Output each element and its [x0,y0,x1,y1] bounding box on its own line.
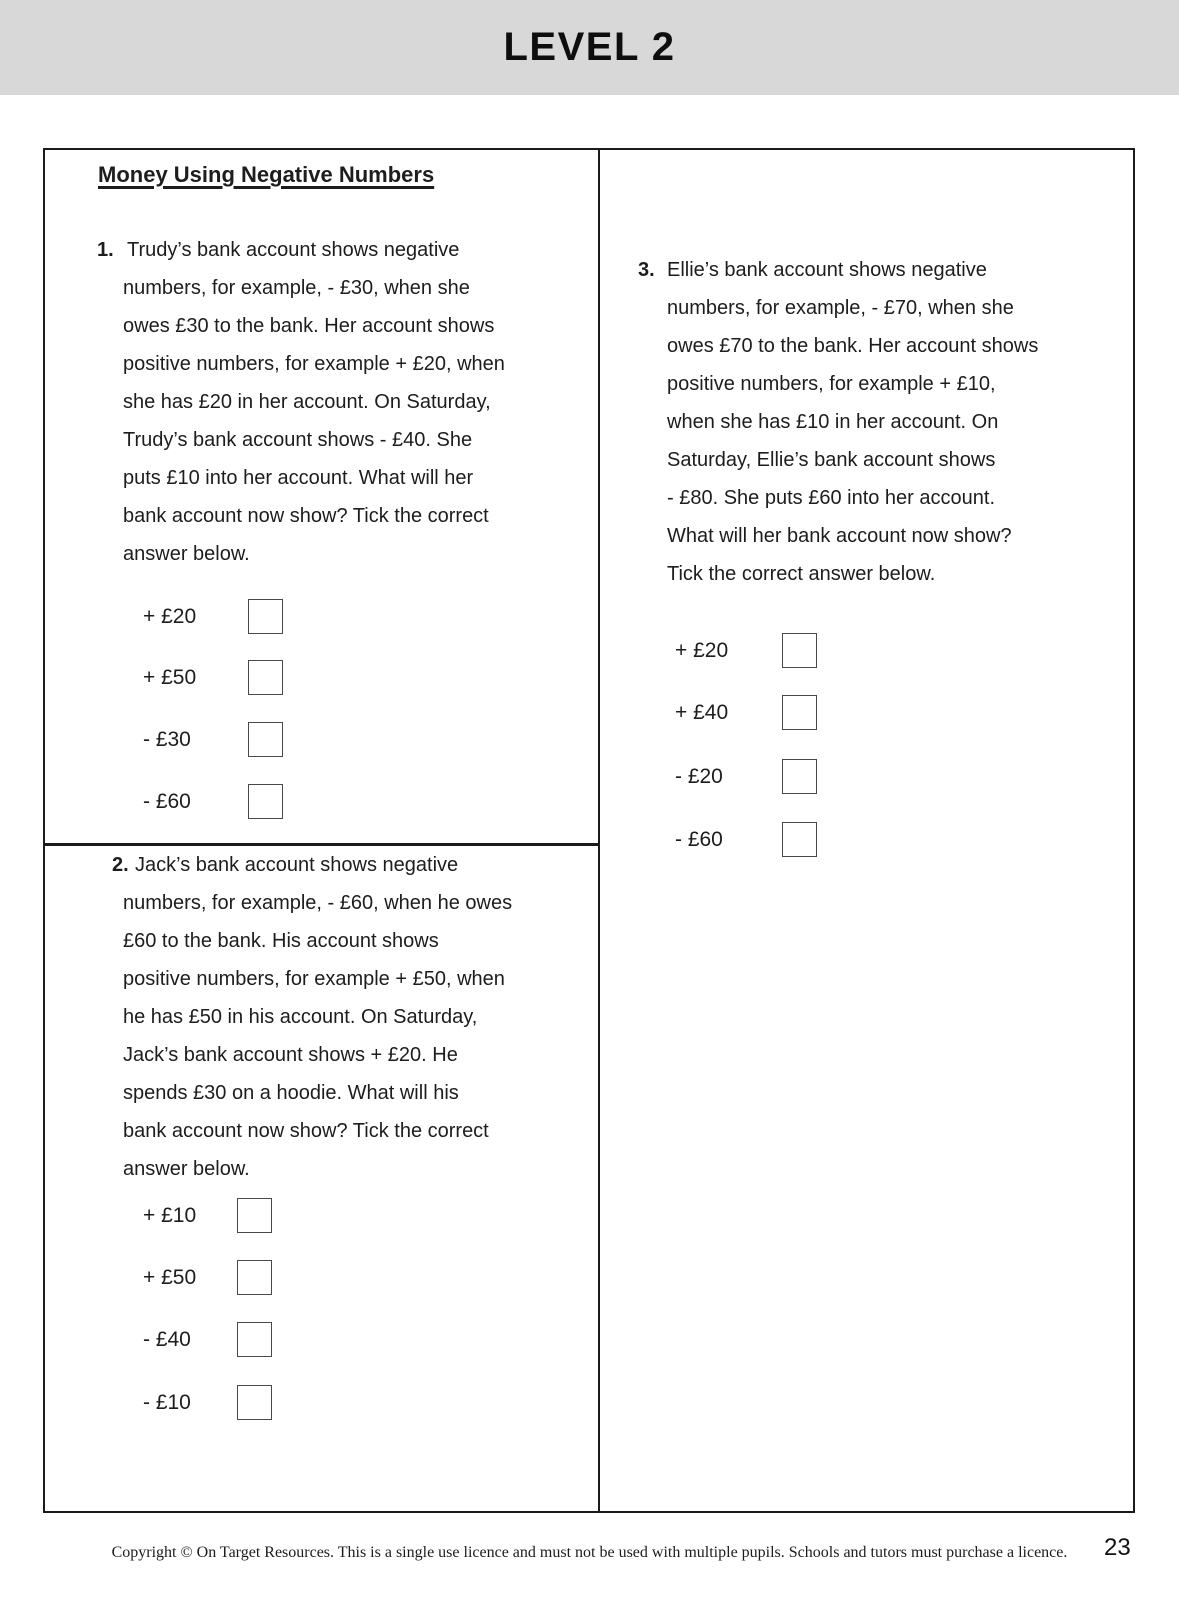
question-3-option-row-1 [675,633,817,668]
answer-checkbox[interactable] [248,722,283,757]
answer-checkbox[interactable] [237,1322,272,1357]
question-line: £60 to the bank. His account shows [123,930,439,952]
answer-option-label: + £20 [675,638,729,662]
question-line: numbers, for example, - £60, when he owes [123,892,513,914]
question-1-option-row-3 [143,722,283,757]
question-3-text [667,251,1038,593]
level-title: LEVEL 2 [503,25,676,69]
question-line: Trudy’s bank account shows negative [127,239,460,261]
answer-option-label: - £60 [143,789,191,813]
question-line: positive numbers, for example + £10, [667,373,996,395]
question-line: she has £20 in her account. On Saturday, [123,391,491,413]
question-line: answer below. [123,1158,250,1180]
question-line: owes £30 to the bank. Her account shows [123,315,495,337]
question-line: spends £30 on a hoodie. What will his [123,1082,459,1104]
answer-checkbox[interactable] [237,1385,272,1420]
question-line: What will her bank account now show? [667,525,1012,547]
question-line: Ellie’s bank account shows negative [667,259,987,281]
question-1-option-row-2 [143,660,283,695]
worksheet-panel [43,148,1135,1513]
copyright-notice: Copyright © On Target Resources. This is a single use licence and must not be used with multiple pupils. Schools and tutors must purchase a licence. [111,1544,1068,1561]
question-line: when she has £10 in her account. On [667,411,999,433]
answer-option-label: - £10 [143,1390,191,1414]
answer-checkbox[interactable] [237,1198,272,1233]
question-3-option-row-4 [675,822,817,857]
question-1-number: 1. [97,239,114,261]
answer-option-label: + £50 [143,1265,197,1289]
question-line: positive numbers, for example + £50, when [123,968,505,990]
answer-checkbox[interactable] [248,599,283,634]
answer-option-label: + £50 [143,665,197,689]
answer-checkbox[interactable] [782,759,817,794]
answer-checkbox[interactable] [237,1260,272,1295]
answer-option-label: - £40 [143,1327,191,1351]
answer-option-label: + £10 [143,1203,197,1227]
question-line: Saturday, Ellie’s bank account shows [667,449,996,471]
answer-checkbox[interactable] [248,660,283,695]
answer-checkbox[interactable] [248,784,283,819]
question-line: positive numbers, for example + £20, when [123,353,505,375]
question-line: bank account now show? Tick the correct [123,505,489,527]
answer-checkbox[interactable] [782,633,817,668]
question-line: Trudy’s bank account shows - £40. She [123,429,473,451]
question-line: owes £70 to the bank. Her account shows [667,335,1039,357]
question-line: puts £10 into her account. What will her [123,467,474,489]
section-title: Money Using Negative Numbers [98,162,435,187]
question-line: bank account now show? Tick the correct [123,1120,489,1142]
answer-option-label: + £40 [675,700,729,724]
question-line: numbers, for example, - £30, when she [123,277,470,299]
question-line: - £80. She puts £60 into her account. [667,487,995,509]
answer-option-label: + £20 [143,604,197,628]
question-2-number: 2. [112,854,129,876]
column-divider [598,150,600,1511]
question-line: Jack’s bank account shows + £20. He [123,1044,458,1066]
answer-option-label: - £20 [675,764,723,788]
question-1-text [123,231,505,573]
answer-checkbox[interactable] [782,695,817,730]
question-line: he has £50 in his account. On Saturday, [123,1006,478,1028]
question-3-option-row-2 [675,695,817,730]
answer-option-label: - £30 [143,727,191,751]
question-line: Tick the correct answer below. [667,563,936,585]
level-banner [0,0,1179,95]
question-2-text [123,846,512,1188]
question-1-option-row-1 [143,599,283,634]
question-3-option-row-3 [675,759,817,794]
question-line: Jack’s bank account shows negative [135,854,459,876]
answer-checkbox[interactable] [782,822,817,857]
question-2-option-row-2 [143,1260,272,1295]
question-2-option-row-1 [143,1198,272,1233]
question-2-option-row-3 [143,1322,272,1357]
answer-option-label: - £60 [675,827,723,851]
question-2-option-row-4 [143,1385,272,1420]
page-number: 23 [1104,1534,1131,1561]
question-line: numbers, for example, - £70, when she [667,297,1014,319]
question-1-option-row-4 [143,784,283,819]
question-3-number: 3. [638,259,655,281]
question-line: answer below. [123,543,250,565]
